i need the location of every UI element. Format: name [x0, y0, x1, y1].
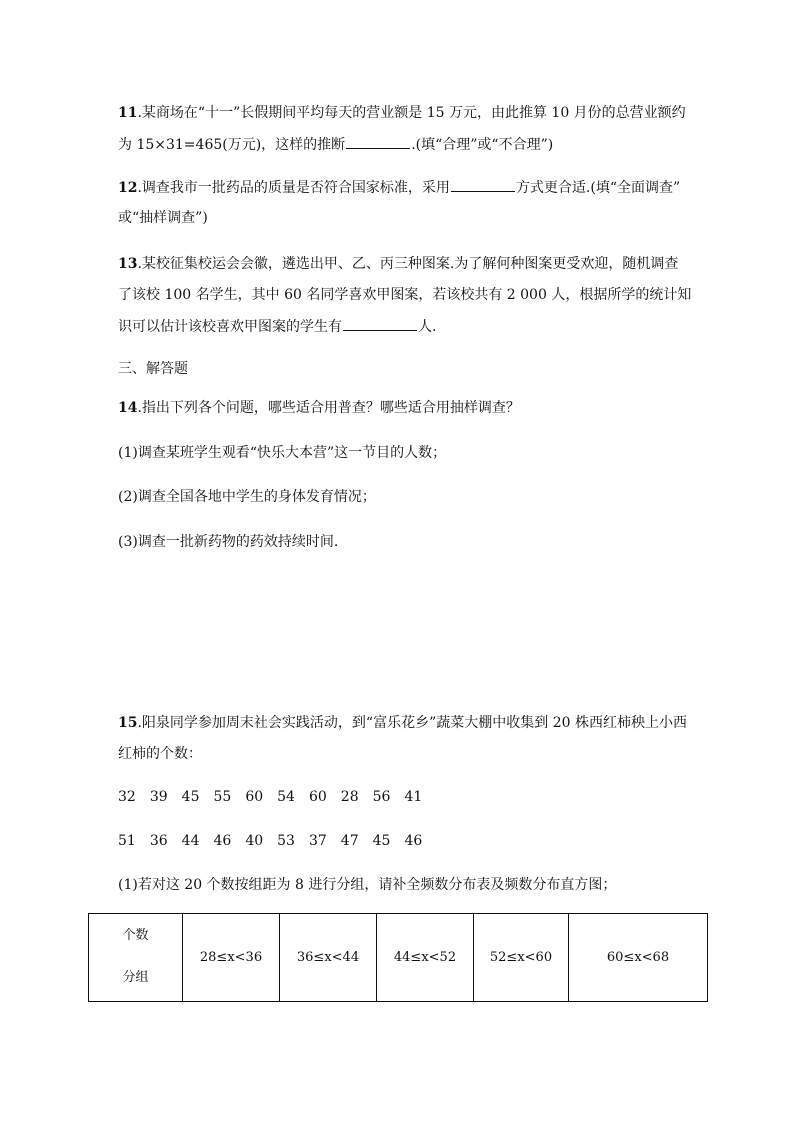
section-heading: 三、解答题 — [118, 361, 188, 377]
q11-text2a: 为 15×31=465(万元)，这样的推断 — [118, 137, 346, 153]
data-value: 55 — [213, 789, 232, 805]
q15-text1: .阳泉同学参加周末社会实践活动，到“富乐花乡”蔬菜大棚中收集到 20 株西红柿秧上小西 — [137, 715, 687, 731]
data-value: 46 — [213, 833, 232, 849]
q11-text1: .某商场在“十一”长假期间平均每天的营业额是 15 万元，由此推算 10 月份的总营业额约 — [137, 105, 686, 121]
data-value: 36 — [149, 833, 168, 849]
q11-answer-blank[interactable] — [346, 135, 410, 149]
data-value: 45 — [372, 833, 391, 849]
q12-line1 — [118, 178, 680, 197]
data-value: 54 — [277, 789, 295, 805]
q13-text1: .某校征集校运会会徽，遴选出甲、乙、丙三种图案.为了解何种图案更受欢迎，随机调查 — [137, 256, 679, 272]
table-group-cell: 28≤x<36 — [183, 914, 280, 1002]
table-group-cell: 44≤x<52 — [377, 914, 474, 1002]
data-value: 45 — [181, 789, 200, 805]
q13-text2: 了该校 100 名学生，其中 60 名同学喜欢甲图案，若该校共有 2 000 人，根据所学的统计知 — [118, 287, 692, 303]
data-value: 39 — [149, 789, 168, 805]
q12-number: 12 — [118, 180, 138, 196]
data-value: 60 — [308, 789, 327, 805]
q15-part1: (1)若对这 20 个数按组距为 8 进行分组，请补全频数分布表及频数分布直方图； — [118, 877, 617, 893]
q15-line1 — [118, 714, 687, 732]
q15-number: 15 — [118, 715, 138, 731]
data-value: 47 — [340, 833, 359, 849]
q13-number: 13 — [118, 256, 138, 272]
table-header-cell — [89, 914, 183, 1002]
table-group-cell: 52≤x<60 — [474, 914, 569, 1002]
table-header-top: 个数 — [122, 928, 149, 943]
q13-line2 — [118, 286, 691, 304]
q11-text2b: .(填“合理”或“不合理”) — [411, 137, 554, 153]
data-value: 28 — [340, 789, 359, 805]
q15-line2 — [118, 745, 202, 763]
table-row — [89, 914, 708, 1002]
q14-number: 14 — [118, 400, 138, 416]
q11-line2 — [118, 135, 553, 154]
data-value: 53 — [277, 833, 295, 849]
q11-number: 11 — [118, 105, 138, 121]
q12-text2: 或“抽样调查”) — [118, 210, 208, 226]
data-value: 46 — [404, 833, 423, 849]
data-value: 41 — [404, 789, 423, 805]
q14-item-2: (2)调查全国各地中学生的身体发育情况； — [118, 489, 376, 505]
q14-text: .指出下列各个问题，哪些适合用普查？哪些适合用抽样调查？ — [137, 400, 520, 416]
q13-line1 — [118, 255, 678, 273]
q11-line1 — [118, 104, 686, 122]
q12-answer-blank[interactable] — [451, 178, 515, 192]
frequency-table — [88, 913, 708, 1002]
data-value: 51 — [118, 833, 136, 849]
table-group-cell: 60≤x<68 — [569, 914, 708, 1002]
q14-stem — [118, 399, 520, 417]
q12-text1a: .调查我市一批药品的质量是否符合国家标准，采用 — [137, 180, 450, 196]
q13-line3 — [118, 317, 436, 336]
q13-answer-blank[interactable] — [343, 317, 417, 331]
table-group-cell: 36≤x<44 — [280, 914, 377, 1002]
q12-line2 — [118, 209, 208, 227]
data-value: 60 — [245, 789, 264, 805]
data-value: 40 — [245, 833, 264, 849]
q14-item-3: (3)调查一批新药物的药效持续时间. — [118, 534, 339, 550]
q12-text1b: 方式更合适.(填“全面调查” — [515, 180, 681, 196]
data-value: 44 — [181, 833, 200, 849]
q15-text2: 红柿的个数： — [118, 746, 202, 762]
q15-data-row-2 — [118, 832, 436, 850]
q15-data-row-1 — [118, 788, 436, 806]
q13-text3a: 识可以估计该校喜欢甲图案的学生有 — [118, 319, 342, 335]
data-value: 37 — [308, 833, 327, 849]
q14-item-1: (1)调查某班学生观看“快乐大本营”这一节目的人数； — [118, 445, 447, 461]
table-header-bottom: 分组 — [122, 970, 149, 985]
q13-text3b: 人. — [418, 319, 437, 335]
data-value: 32 — [118, 789, 136, 805]
data-value: 56 — [372, 789, 391, 805]
